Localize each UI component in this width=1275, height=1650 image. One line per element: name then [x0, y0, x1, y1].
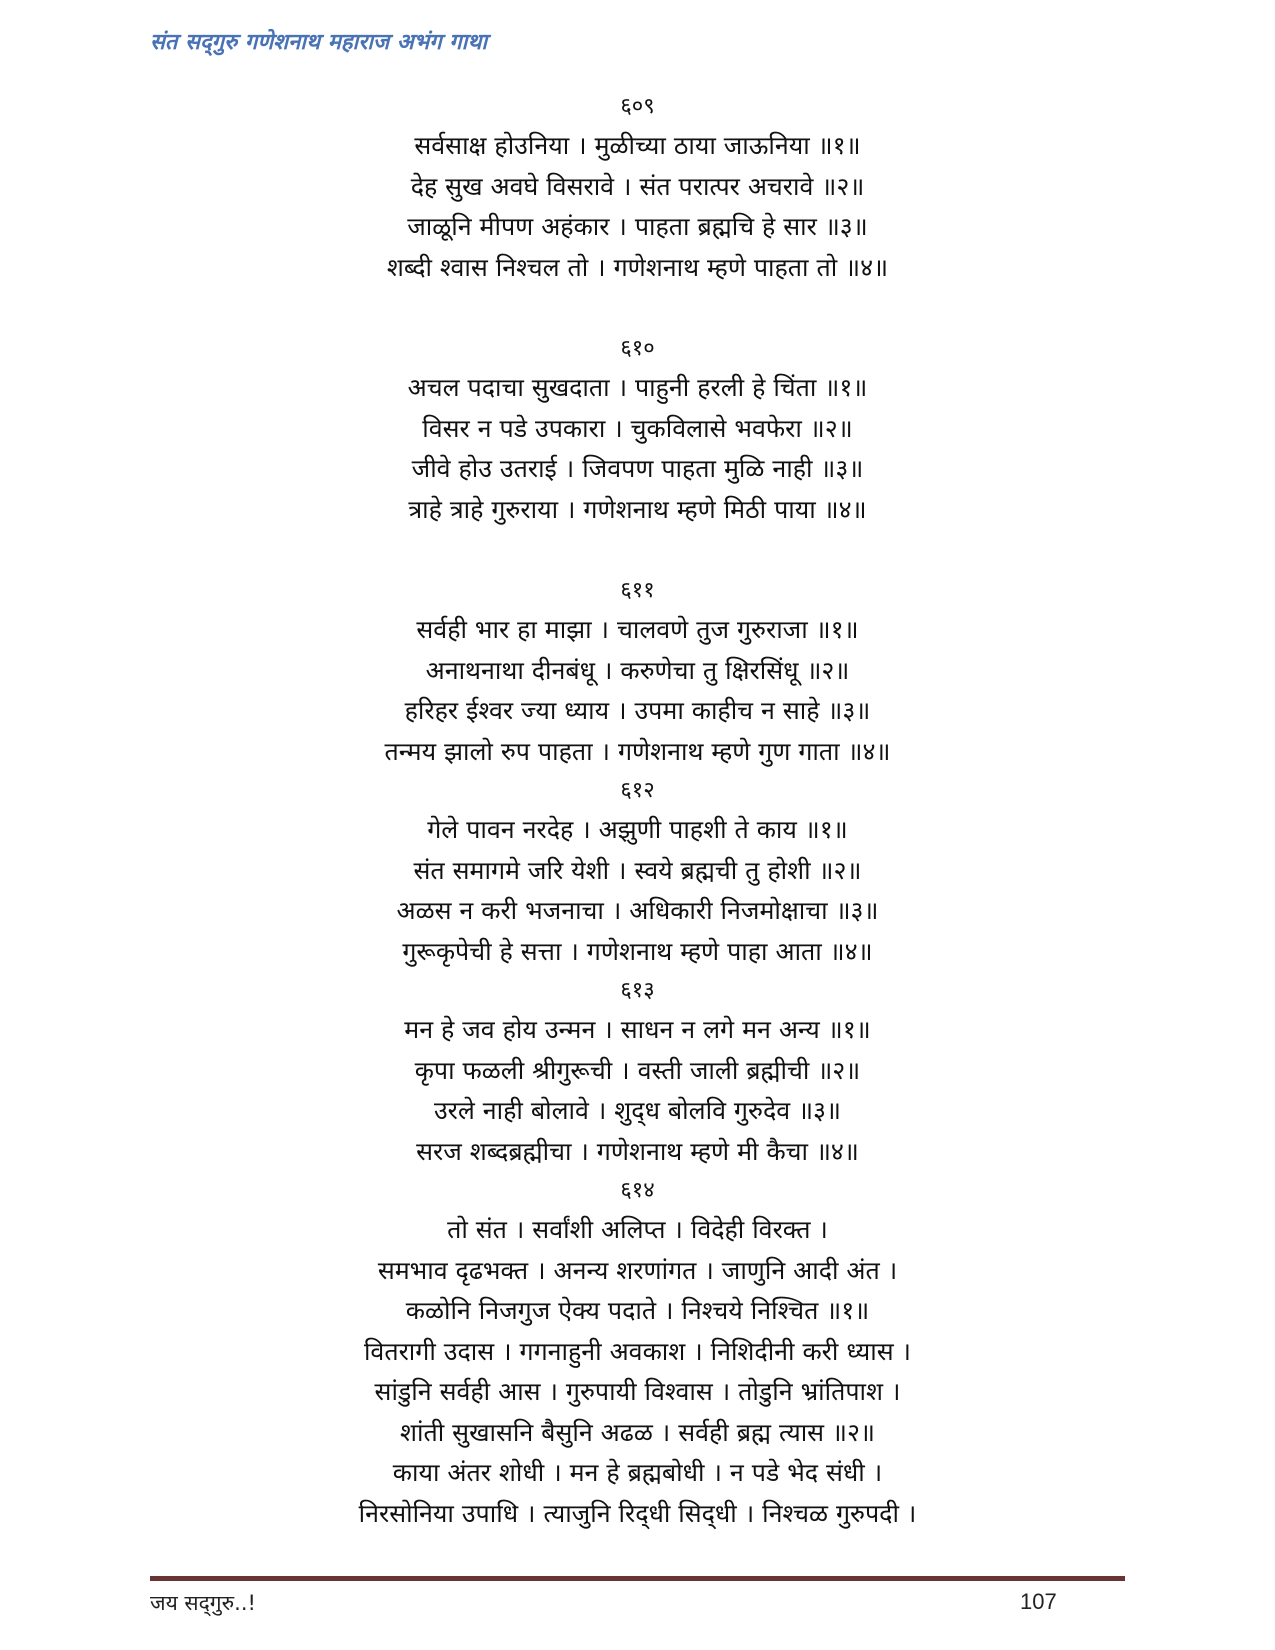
page-number: 107 [1020, 1589, 1057, 1614]
abhang-number: ६१३ [620, 978, 655, 1003]
verse-line: अचल पदाचा सुखदाता । पाहुनी हरली हे चिंता ॥१॥ [407, 373, 868, 402]
verse-line: संत समागमे जरि येशी । स्वये ब्रह्मची तु होशी ॥२॥ [413, 855, 862, 885]
verse-line: समभाव दृढभक्त । अनन्य शरणांगत । जाणुनि आदी अंत । [377, 1255, 898, 1285]
verse-line: कृपा फळली श्रीगुरूची । वस्ती जाली ब्रह्मीची ॥२॥ [414, 1055, 861, 1085]
verse-line: सांडुनि सर्वही आस । गुरुपायी विश्वास । तोडुनि भ्रांतिपाश । [374, 1377, 901, 1406]
verse-line: अळस न करी भजनाचा । अधिकारी निजमोक्षाचा ॥३॥ [396, 896, 879, 925]
verse-line: जीवे होउ उतराई । जिवपण पाहता मुळि नाही ॥३॥ [411, 454, 864, 483]
verse-line: सरज शब्दब्रह्मीचा । गणेशनाथ म्हणे मी कैचा ॥४॥ [416, 1136, 859, 1166]
verse-line: गुरूकृपेची हे सत्ता । गणेशनाथ म्हणे पाहा आता ॥४॥ [402, 936, 873, 966]
document-header-title: संत सद्‌गुरु गणेशनाथ महाराज अभंग गाथा [150, 30, 488, 55]
verse-line: त्राहे त्राहे गुरुराया । गणेशनाथ म्हणे मिठी पाया ॥४॥ [408, 494, 867, 524]
verse-line: हरिहर ईश्वर ज्या ध्याय । उपमा काहीच न साहे ॥३॥ [404, 696, 871, 725]
abhang-number: ६०९ [620, 94, 655, 119]
verse-line: गेले पावन नरदेह । अझुणी पाहशी ते काय ॥१॥ [427, 815, 848, 844]
verse-line: तो संत । सर्वांशी अलिप्त । विदेही विरक्त । [447, 1215, 828, 1244]
abhang-number: ६१० [620, 336, 655, 361]
verse-line: देह सुख अवघे विसरावे । संत परात्पर अचरावे ॥२॥ [410, 171, 865, 201]
footer-divider [150, 1576, 1125, 1581]
abhang-number: ६१४ [620, 1178, 655, 1203]
verse-line: अनाथनाथा दीनबंधू । करुणेचा तु क्षिरसिंधू ॥२॥ [425, 655, 850, 685]
verse-line: मन हे जव होय उन्मन । साधन न लगे मन अन्य ॥१॥ [404, 1015, 871, 1044]
verse-line: सर्वसाक्ष होउनिया । मुळीच्या ठाया जाऊनिया ॥१॥ [414, 131, 861, 160]
verse-line: काया अंतर शोधी । मन हे ब्रह्मबोधी । न पडे भेद संधी । [392, 1458, 883, 1487]
verse-line: तन्मय झालो रुप पाहता । गणेशनाथ म्हणे गुण गाता ॥४॥ [384, 736, 891, 766]
verse-line: विसर न पडे उपकारा । चुकविलासे भवफेरा ॥२॥ [422, 413, 853, 443]
verse-line: निरसोनिया उपाधि । त्याजुनि रिद्‌धी सिद्‌धी । निश्चळ गुरुपदी । [358, 1498, 917, 1528]
abhang-number: ६११ [620, 578, 655, 603]
verse-line: सर्वही भार हा माझा । चालवणे तुज गुरुराजा ॥१॥ [416, 615, 859, 644]
verse-line: शांती सुखासनि बैसुनि अढळ । सर्वही ब्रह्म त्यास ॥२॥ [400, 1417, 875, 1447]
footer-salutation: जय सद्‌गुरु..! [150, 1591, 256, 1615]
verse-line: उरले नाही बोलावे । शुद्‌ध बोलवि गुरुदेव ॥३॥ [433, 1096, 842, 1125]
abhang-number: ६१२ [620, 778, 655, 803]
verse-line: वितरागी उदास । गगनाहुनी अवकाश । निशिदीनी करी ध्यास । [363, 1336, 912, 1366]
abhang-content [0, 88, 1275, 1534]
verse-line: शब्दी श्वास निश्चल तो । गणेशनाथ म्हणे पाहता तो ॥४॥ [386, 252, 889, 282]
verse-line: जाळूनि मीपण अहंकार । पाहता ब्रह्मचि हे सार ॥३॥ [407, 212, 868, 241]
verse-line: कळोनि निजगुज ऐक्य पदाते । निश्चये निश्चित ॥१॥ [405, 1296, 870, 1325]
